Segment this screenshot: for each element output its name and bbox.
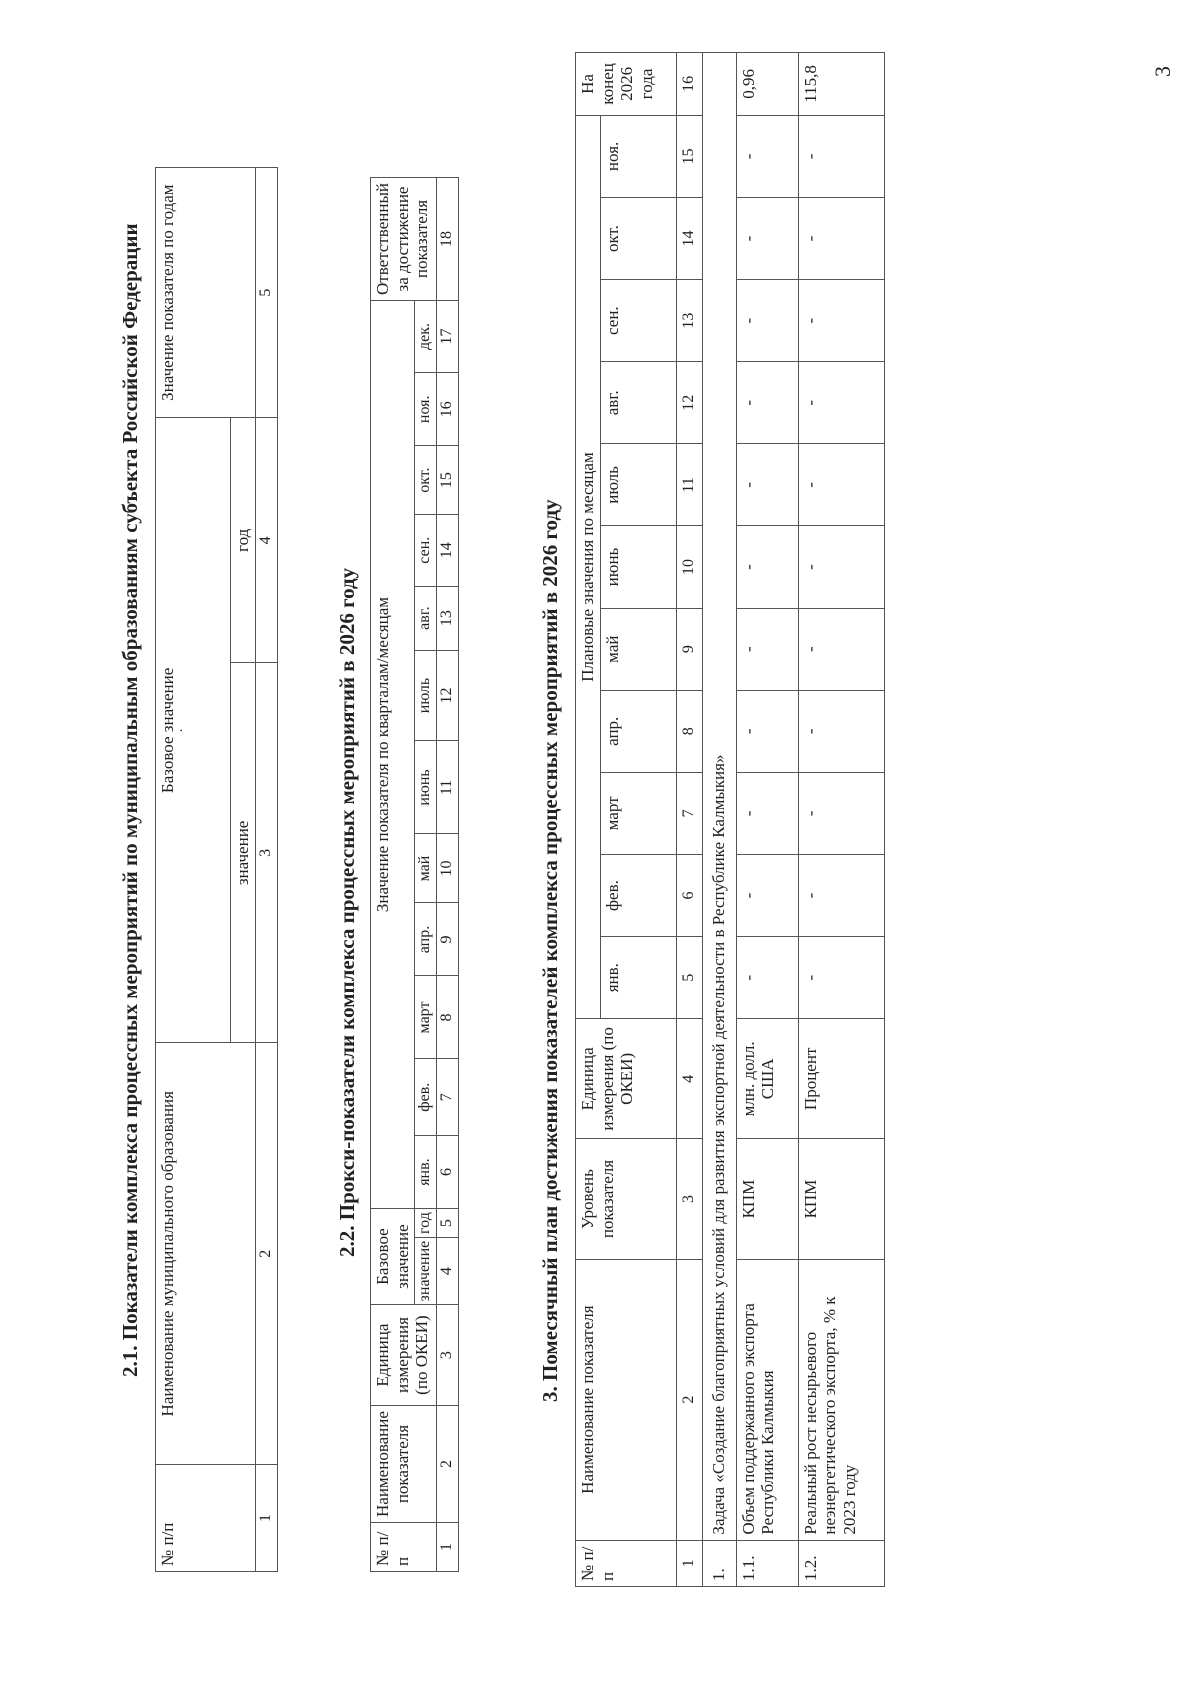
header-base-value	[156, 418, 231, 1043]
col-number: 16	[676, 53, 702, 116]
row-value: -	[736, 197, 798, 279]
month-jan: янв.	[600, 937, 676, 1019]
header-by-months: Значение показателя по кварталам/месяцам	[371, 300, 415, 1208]
table-3	[575, 52, 885, 1587]
col-number: 1	[437, 1523, 459, 1572]
header-end-year: На конец 2026 года	[576, 53, 677, 116]
month-feb: фев.	[600, 854, 676, 936]
month-dec: дек.	[415, 300, 437, 372]
col-number: 4	[676, 1019, 702, 1139]
header-unit: Единица измерения (по ОКЕИ)	[576, 1019, 677, 1139]
col-number: 12	[676, 362, 702, 444]
header-mo-name: Наименование муниципального образования	[156, 1043, 256, 1465]
col-number: 15	[437, 446, 459, 514]
task-number: 1.	[702, 1540, 736, 1586]
month-aug: авг.	[600, 362, 676, 444]
header-responsible: Ответственный за достижение показателя	[371, 178, 437, 301]
col-number: 10	[676, 526, 702, 608]
row-indicator-name: Объем поддержанного экспорта Республики Калмыкия	[736, 1259, 798, 1540]
col-number: 15	[676, 115, 702, 197]
col-number: 4	[437, 1238, 459, 1305]
col-number: 13	[676, 280, 702, 362]
month-mar: март	[415, 976, 437, 1059]
col-number: 2	[255, 1043, 277, 1465]
col-number: 11	[437, 741, 459, 834]
col-number: 16	[437, 373, 459, 446]
month-nov: ноя.	[600, 115, 676, 197]
month-oct: окт.	[415, 446, 437, 514]
row-value: -	[736, 444, 798, 526]
page-number: 3	[1150, 66, 1175, 77]
month-mar: март	[600, 772, 676, 854]
col-number: 8	[676, 690, 702, 772]
row-end-value: 0,96	[736, 53, 798, 116]
row-number: 1.1.	[736, 1540, 798, 1586]
col-number: 9	[676, 608, 702, 690]
month-feb: фев.	[415, 1059, 437, 1136]
col-number: 12	[437, 650, 459, 741]
row-value: -	[798, 937, 884, 1019]
row-value: -	[736, 690, 798, 772]
col-number: 7	[437, 1059, 459, 1136]
row-value: -	[798, 444, 884, 526]
header-plan-by-months: Плановые значения по месяцам	[576, 115, 601, 1018]
month-oct: окт.	[600, 197, 676, 279]
header-base-year-sub: год	[231, 418, 256, 663]
col-number: 17	[437, 300, 459, 372]
dot-mark: ·	[174, 728, 190, 733]
header-unit: Единица измерения (по ОКЕИ)	[371, 1305, 437, 1406]
month-jul: июль	[600, 444, 676, 526]
row-value: -	[736, 362, 798, 444]
col-number: 8	[437, 976, 459, 1059]
row-value: -	[736, 526, 798, 608]
col-number: 2	[676, 1259, 702, 1540]
row-value: -	[736, 772, 798, 854]
month-may: май	[415, 834, 437, 903]
col-number: 9	[437, 903, 459, 976]
row-value: -	[798, 772, 884, 854]
col-number: 1	[255, 1465, 277, 1572]
col-number: 3	[255, 663, 277, 1043]
row-value: -	[798, 690, 884, 772]
section-2-1-title: 2.1. Показатели комплекса процессных мероприятий по муниципальным образованиям субъекта Российской Федерации	[118, 223, 142, 1377]
header-base-value-label: Базовое значение	[158, 667, 177, 794]
row-value: -	[798, 115, 884, 197]
month-aug: авг.	[415, 586, 437, 650]
col-number: 6	[676, 854, 702, 936]
col-number: 5	[255, 168, 277, 418]
col-number: 5	[437, 1209, 459, 1238]
col-number: 3	[437, 1305, 459, 1406]
row-value: -	[798, 362, 884, 444]
header-base-year-sub: год	[415, 1209, 437, 1238]
col-number: 1	[676, 1540, 702, 1586]
header-base-value-sub: значение	[415, 1238, 437, 1305]
section-2-2-title: 2.2. Прокси-показатели комплекса процессных мероприятий в 2026 году	[335, 567, 359, 1257]
col-number: 14	[676, 197, 702, 279]
col-number: 18	[437, 178, 459, 301]
table-row	[736, 53, 798, 1587]
header-level: Уровень показателя	[576, 1139, 677, 1259]
header-num: № п/п	[576, 1540, 677, 1586]
row-value: -	[798, 197, 884, 279]
col-number: 7	[676, 772, 702, 854]
month-may: май	[600, 608, 676, 690]
month-sep: сен.	[415, 514, 437, 586]
row-value: -	[736, 280, 798, 362]
section-3-title: 3. Помесячный план достижения показателей комплекса процессных мероприятий в 2026 году	[538, 499, 562, 1402]
header-base-value-sub: значение	[231, 663, 256, 1043]
header-indicator-name: Наименование показателя	[576, 1259, 677, 1540]
header-num: № п/п	[371, 1523, 437, 1572]
row-unit: Процент	[798, 1019, 884, 1139]
header-indicator-name: Наименование показателя	[371, 1406, 437, 1523]
month-apr: апр.	[415, 903, 437, 976]
month-nov: ноя.	[415, 373, 437, 446]
month-sep: сен.	[600, 280, 676, 362]
row-value: -	[736, 608, 798, 690]
month-jul: июль	[415, 650, 437, 741]
col-number: 3	[676, 1139, 702, 1259]
col-number: 11	[676, 444, 702, 526]
col-number: 14	[437, 514, 459, 586]
col-number: 5	[676, 937, 702, 1019]
row-value: -	[798, 608, 884, 690]
row-end-value: 115,8	[798, 53, 884, 116]
table-row	[798, 53, 884, 1587]
row-value: -	[798, 526, 884, 608]
month-apr: апр.	[600, 690, 676, 772]
row-value: -	[736, 937, 798, 1019]
table-2-1	[155, 167, 278, 1572]
row-value: -	[736, 854, 798, 936]
col-number: 2	[437, 1406, 459, 1523]
row-number: 1.2.	[798, 1540, 884, 1586]
header-num: № п/п	[156, 1465, 256, 1572]
row-indicator-name: Реальный рост несырьевого неэнергетического экспорта, % к 2023 году	[798, 1259, 884, 1540]
row-value: -	[798, 854, 884, 936]
col-number: 6	[437, 1136, 459, 1209]
month-jun: июнь	[600, 526, 676, 608]
col-number: 13	[437, 586, 459, 650]
month-jun: июнь	[415, 741, 437, 834]
col-number: 4	[255, 418, 277, 663]
month-jan: янв.	[415, 1136, 437, 1209]
task-text: Задача «Создание благоприятных условий для развития экспортной деятельности в Республике Калмыкия»	[702, 53, 736, 1541]
row-unit: млн. долл. США	[736, 1019, 798, 1139]
header-by-years: Значение показателя по годам	[156, 168, 256, 418]
row-level: КПМ	[798, 1139, 884, 1259]
header-base-value: Базовое значение	[371, 1209, 415, 1305]
row-level: КПМ	[736, 1139, 798, 1259]
row-value: -	[736, 115, 798, 197]
table-2-2	[370, 177, 459, 1572]
col-number: 10	[437, 834, 459, 903]
row-value: -	[798, 280, 884, 362]
